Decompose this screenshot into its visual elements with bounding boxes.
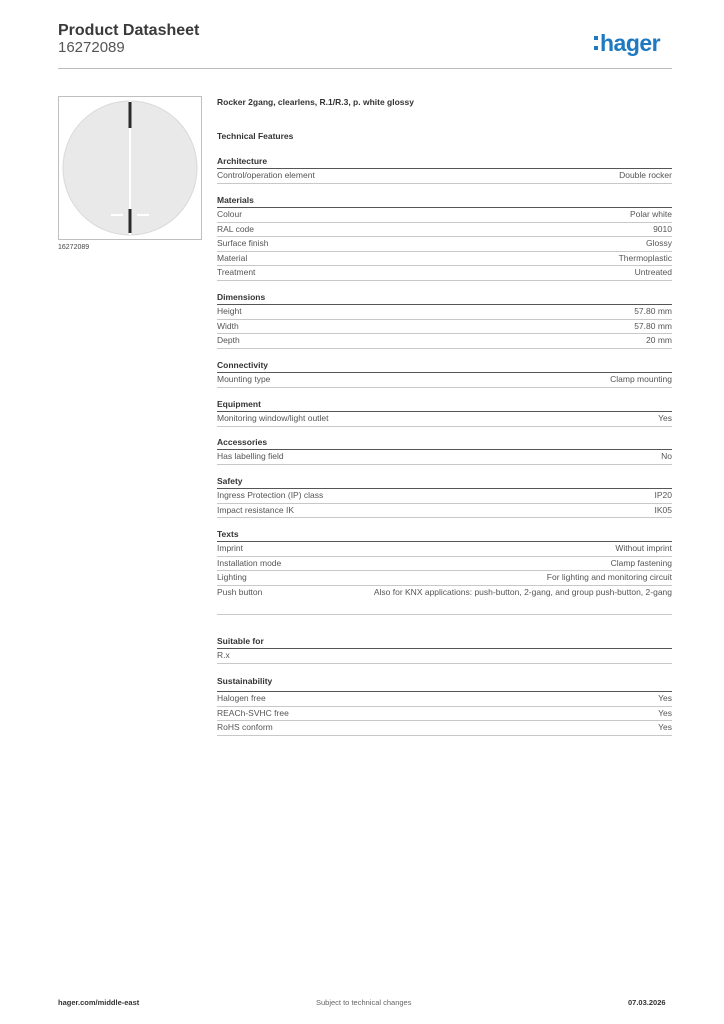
spec-row: [217, 412, 672, 427]
spec-row: [217, 320, 672, 335]
spec-row: [217, 266, 672, 281]
spec-row: [217, 542, 672, 557]
spec-label: RAL code: [217, 223, 255, 234]
section-suitable-for: [217, 634, 672, 664]
spec-value: IP20: [654, 490, 672, 500]
spec-row: [217, 223, 672, 238]
spec-value: Glossy: [646, 238, 672, 248]
spec-value: Yes: [658, 693, 672, 703]
image-caption: 16272089: [58, 244, 90, 251]
section-title: Connectivity: [217, 360, 269, 370]
spec-label: Has labelling field: [217, 451, 284, 461]
spec-value: Polar white: [629, 209, 672, 219]
spec-row: [217, 237, 672, 252]
section-architecture: [217, 154, 672, 184]
spec-row: [217, 557, 672, 572]
section-title: Suitable for: [217, 636, 264, 646]
spec-row: [217, 721, 672, 736]
spec-label: RoHS conform: [217, 722, 273, 732]
section-safety: [217, 474, 672, 518]
rocker-switch-illustration: [59, 97, 201, 239]
spec-row: [217, 571, 672, 586]
spec-value: Thermoplastic: [618, 252, 672, 263]
spec-row: [217, 450, 672, 465]
logo-colon-icon: [594, 36, 598, 50]
spec-label: R.x: [217, 650, 230, 660]
spec-label: Installation mode: [217, 557, 282, 568]
spec-row: [217, 692, 672, 707]
product-name: Rocker 2gang, clearlens, R.1/R.3, p. white glossy: [217, 97, 414, 107]
spec-label: Material: [217, 252, 248, 263]
section-title: Accessories: [217, 437, 268, 447]
section-title: Safety: [217, 476, 243, 486]
section-title: Sustainability: [217, 676, 273, 686]
spec-value: No: [661, 451, 672, 461]
spec-label: Imprint: [217, 543, 243, 553]
spec-value: 20 mm: [646, 335, 672, 345]
spec-row: [217, 649, 672, 664]
section-title: Architecture: [217, 156, 268, 166]
section-equipment: [217, 397, 672, 427]
spec-value: Yes: [658, 722, 672, 732]
spec-row: [217, 489, 672, 504]
spec-row: [217, 169, 672, 184]
spec-label: Height: [217, 306, 242, 316]
spec-label: Width: [217, 320, 239, 331]
spec-value: Yes: [658, 707, 672, 718]
spec-row: [217, 252, 672, 267]
spec-value: Also for KNX applications: push-button, 2-gang, and group push-button, 2-gang: [373, 586, 672, 597]
page-title: Product Datasheet: [58, 22, 200, 39]
spec-label: Monitoring window/light outlet: [217, 413, 329, 423]
spec-value: Without imprint: [615, 543, 672, 553]
spec-label: Halogen free: [217, 693, 266, 703]
hager-logo: [594, 30, 660, 57]
technical-features-title: Technical Features: [217, 131, 294, 141]
spec-value: 9010: [653, 223, 672, 234]
spec-label: Push button: [217, 586, 263, 597]
spec-value: Clamp fastening: [610, 557, 672, 568]
footer-date: 07.03.2026: [628, 998, 666, 1007]
spec-label: Mounting type: [217, 374, 271, 384]
section-title: Materials: [217, 195, 254, 205]
spec-label: Lighting: [217, 572, 247, 582]
logo-text: hager: [600, 30, 661, 56]
section-connectivity: [217, 358, 672, 388]
spec-row: [217, 334, 672, 349]
spec-value: Yes: [658, 413, 672, 423]
spec-value: Double rocker: [619, 170, 672, 180]
spec-value: 57.80 mm: [634, 320, 672, 331]
spec-value: Clamp mounting: [610, 374, 672, 384]
spec-row: [217, 208, 672, 223]
spec-label: Depth: [217, 335, 240, 345]
footer-disclaimer: Subject to technical changes: [316, 998, 412, 1007]
spec-value: IK05: [654, 504, 672, 515]
spec-row: [217, 305, 672, 320]
spec-value: Untreated: [634, 267, 672, 277]
spec-row: [217, 373, 672, 388]
spec-label: Colour: [217, 209, 243, 219]
spec-row: [217, 707, 672, 722]
header-divider: [58, 68, 672, 69]
spec-label: Ingress Protection (IP) class: [217, 490, 324, 500]
spec-label: Impact resistance IK: [217, 504, 295, 515]
spec-row: [217, 504, 672, 519]
product-number: 16272089: [58, 39, 125, 56]
section-title: Texts: [217, 529, 239, 539]
section-title: Equipment: [217, 399, 261, 409]
section-texts: [217, 527, 672, 615]
spec-label: Control/operation element: [217, 170, 315, 180]
section-sustainability: [217, 674, 672, 736]
product-image: [58, 96, 202, 240]
footer-website: hager.com/middle-east: [58, 998, 140, 1007]
spec-label: REACh-SVHC free: [217, 707, 289, 718]
spec-label: Treatment: [217, 267, 256, 277]
section-title: Dimensions: [217, 292, 266, 302]
spec-value: For lighting and monitoring circuit: [546, 572, 672, 582]
section-materials: [217, 193, 672, 281]
spec-label: Surface finish: [217, 238, 269, 248]
spec-value: 57.80 mm: [634, 306, 672, 316]
section-accessories: [217, 435, 672, 465]
spec-row: [217, 586, 672, 615]
section-dimensions: [217, 290, 672, 349]
